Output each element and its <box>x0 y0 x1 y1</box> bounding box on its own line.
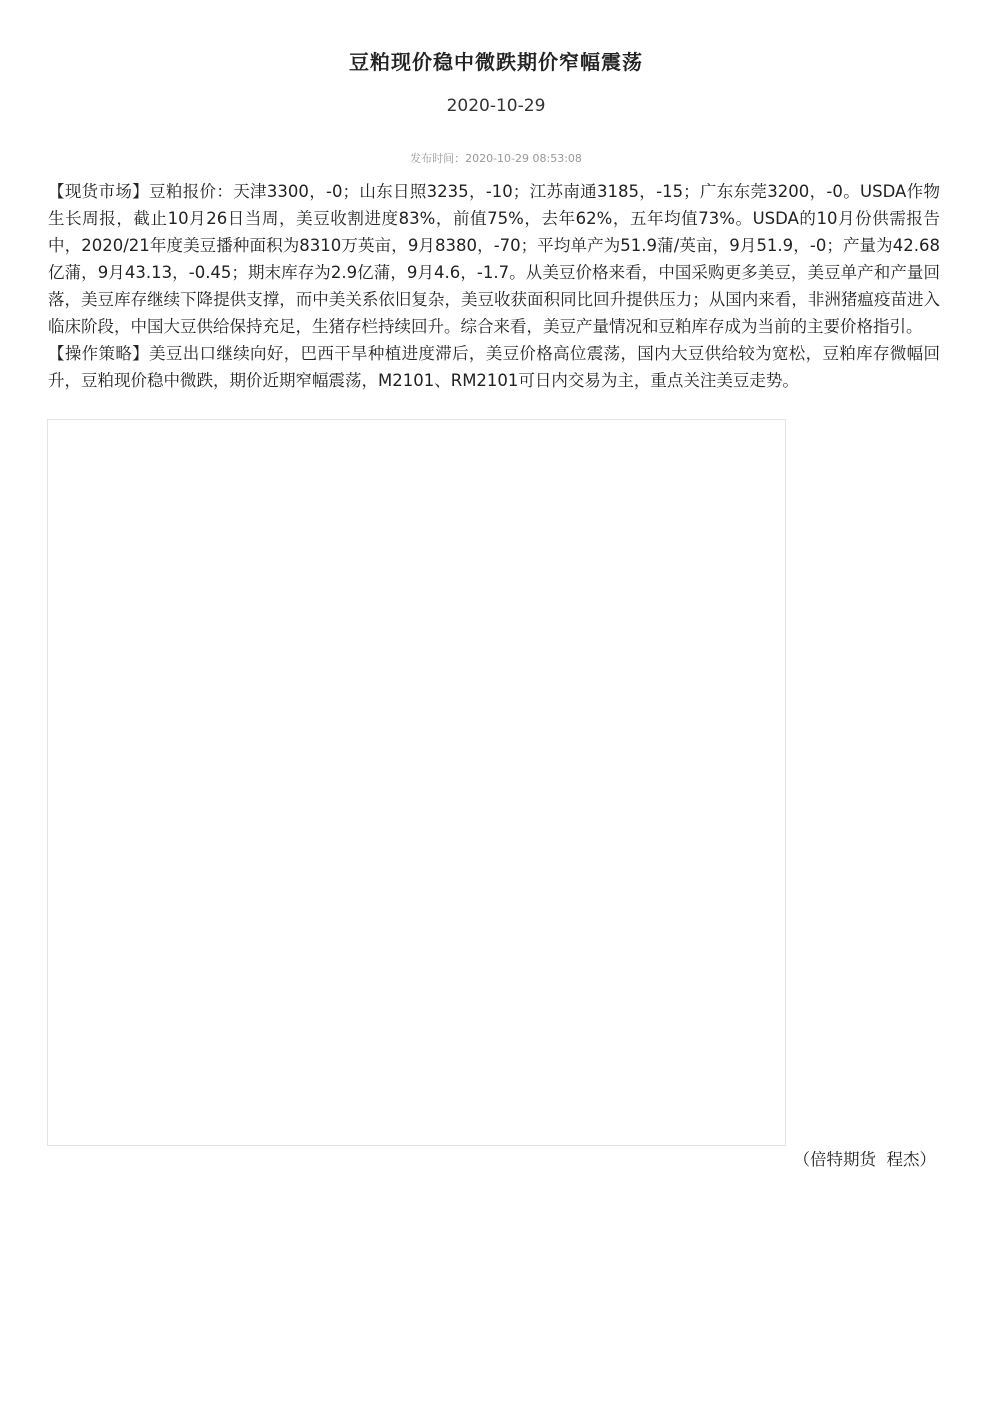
article-title: 豆粕现价稳中微跌期价窄幅震荡 <box>349 50 643 74</box>
paragraph-spot-market: 【现货市场】豆粕报价：天津3300，-0；山东日照3235，-10；江苏南通3185，-15；广东东莞3200，-0。USDA作物生长周报，截止10月26日当周，美豆收割进度83%，前值75%，去年62%，五年均值73%。USDA的10月份供需报告中，2020/21年度美豆播种面积为8310万英亩，9月8380，-70；平均单产为51.9蒲/英亩，9月51.9，-0；产量为42.68亿蒲，9月43.13，-0.45；期末库存为2.9亿蒲，9月4.6，-1.7。从美豆价格来看，中国采购更多美豆，美豆单产和产量回落，美豆库存继续下降提供支撑，而中美关系依旧复杂，美豆收获面积同比回升提供压力；从国内来看，非洲猪瘟疫苗进入临床阶段，中国大豆供给保持充足，生猪存栏持续回升。综合来看，美豆产量情况和豆粕库存成为当前的主要价格指引。 <box>48 182 940 336</box>
article-body <box>48 178 940 394</box>
chart-image-placeholder <box>47 419 786 1146</box>
publish-time: 发布时间：2020-10-29 08:53:08 <box>410 152 582 165</box>
article-date: 2020-10-29 <box>446 96 546 116</box>
paragraph-strategy: 【操作策略】美豆出口继续向好，巴西干旱种植进度滞后，美豆价格高位震荡，国内大豆供给较为宽松，豆粕库存微幅回升，豆粕现价稳中微跌，期价近期窄幅震荡，M2101、RM2101可日内交易为主，重点关注美豆走势。 <box>48 344 940 390</box>
author-signature: （倍特期货 程杰） <box>793 1150 936 1169</box>
